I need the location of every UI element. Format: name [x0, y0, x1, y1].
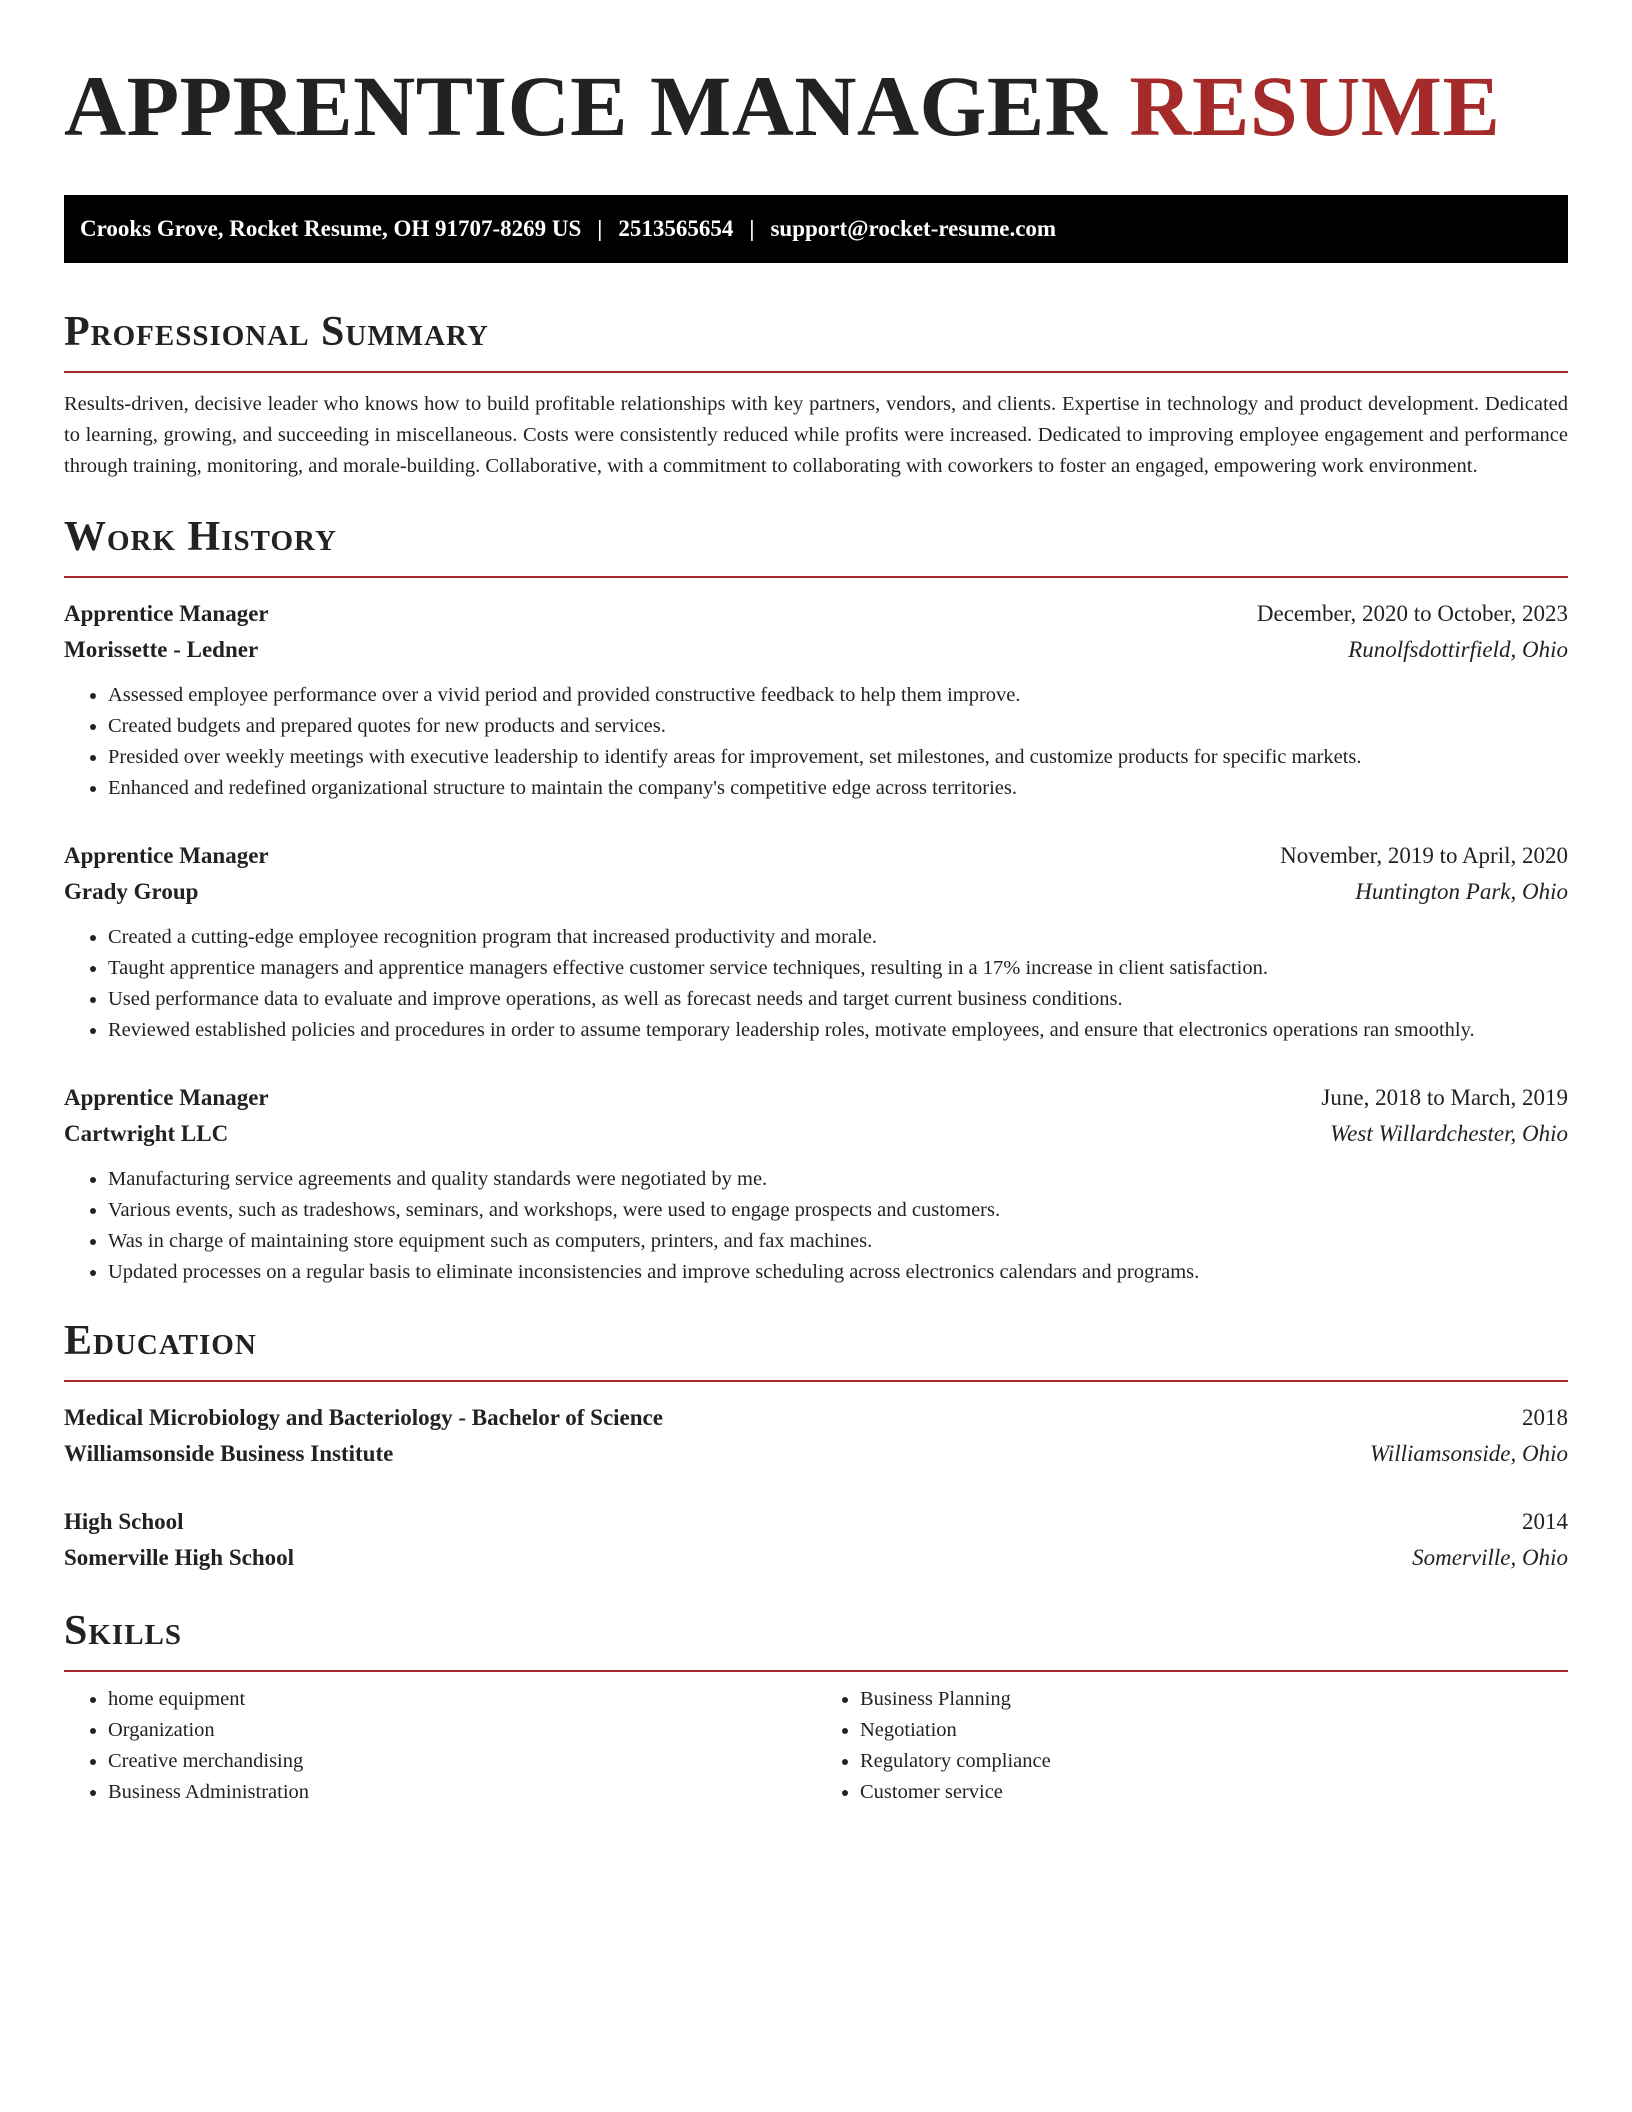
education-school: Somerville High School: [64, 1545, 294, 1570]
job-bullet: • Created a cutting-edge employee recognition program that increased productivity and morale.: [108, 922, 1568, 953]
title-accent: RESUME: [1129, 58, 1501, 154]
education-school: Williamsonside Business Institute: [64, 1441, 394, 1466]
contact-email: support@rocket-resume.com: [770, 216, 1057, 241]
work-history-section: [64, 512, 1568, 1288]
skill-item: • Negotiation: [860, 1715, 1568, 1746]
summary-section: [64, 307, 1568, 482]
job-bullets: [64, 922, 1568, 1046]
education-year: 2018: [1522, 1405, 1568, 1430]
job-company: Grady Group: [64, 879, 199, 904]
contact-phone: 2513565654: [618, 216, 734, 241]
job-bullet: • Assessed employee performance over a vivid period and provided constructive feedback to help them improve.: [108, 680, 1568, 711]
job-location: West Willardchester, Ohio: [1330, 1121, 1568, 1146]
education-entry: [64, 1400, 1568, 1472]
title-main: APPRENTICE MANAGER: [64, 58, 1108, 154]
job-title: Apprentice Manager: [64, 843, 269, 868]
job-dates: June, 2018 to March, 2019: [1321, 1085, 1568, 1110]
education-year: 2014: [1522, 1509, 1568, 1534]
education-degree: High School: [64, 1509, 184, 1534]
job-entry: [64, 596, 1568, 804]
job-bullet: • Updated processes on a regular basis to eliminate inconsistencies and improve scheduling across electronics calendars and programs.: [108, 1257, 1568, 1288]
job-title: Apprentice Manager: [64, 1085, 269, 1110]
job-company: Cartwright LLC: [64, 1121, 229, 1146]
education-location: Somerville, Ohio: [1412, 1545, 1568, 1570]
education-location: Williamsonside, Ohio: [1369, 1441, 1568, 1466]
skills-list-left: [64, 1684, 816, 1808]
skills-section: [64, 1606, 1568, 1808]
job-bullet: • Used performance data to evaluate and improve operations, as well as forecast needs and target current business conditions.: [108, 984, 1568, 1015]
education-section: [64, 1316, 1568, 1576]
section-heading-work-history: Work History: [64, 512, 1568, 578]
job-title: Apprentice Manager: [64, 601, 269, 626]
contact-bar: [64, 195, 1568, 263]
job-dates: December, 2020 to October, 2023: [1256, 601, 1568, 626]
skill-item: • Business Administration: [108, 1777, 816, 1808]
job-bullets: [64, 1164, 1568, 1288]
summary-text: Results-driven, decisive leader who knows how to build profitable relationships with key partners, vendors, and clients. Expertise in technology and product development. Dedicated to learning, growing, and succeeding in miscellaneous. Costs were consistently reduced while profits were increased. Dedicated to improving employee engagement and performance through training, monitoring, and morale-building. Collaborative, with a commitment to collaborating with coworkers to foster an engaged, empowering work environment.: [64, 393, 1568, 477]
job-bullet: • Was in charge of maintaining store equipment such as computers, printers, and fax machines.: [108, 1226, 1568, 1257]
job-company: Morissette - Ledner: [64, 637, 259, 662]
job-entry: [64, 838, 1568, 1046]
job-bullet: • Presided over weekly meetings with executive leadership to identify areas for improvement, set milestones, and customize products for specific markets.: [108, 742, 1568, 773]
job-entry: [64, 1080, 1568, 1288]
job-bullet: • Taught apprentice managers and apprentice managers effective customer service techniques, resulting in a 17% increase in client satisfaction.: [108, 953, 1568, 984]
job-location: Runolfsdottirfield, Ohio: [1348, 637, 1568, 662]
job-bullet: • Reviewed established policies and procedures in order to assume temporary leadership roles, motivate employees, and ensure that electronics operations ran smoothly.: [108, 1015, 1568, 1046]
contact-separator: |: [597, 216, 603, 241]
skill-item: • Organization: [108, 1715, 816, 1746]
job-location: Huntington Park, Ohio: [1355, 879, 1568, 904]
job-bullets: [64, 680, 1568, 804]
job-bullet: • Various events, such as tradeshows, seminars, and workshops, were used to engage prospects and customers.: [108, 1195, 1568, 1226]
section-heading-skills: Skills: [64, 1606, 1568, 1672]
skill-item: • home equipment: [108, 1684, 816, 1715]
section-heading-education: Education: [64, 1316, 1568, 1382]
skills-list-right: [816, 1684, 1568, 1808]
education-entry: [64, 1504, 1568, 1576]
skills-columns: [64, 1684, 1568, 1808]
skill-item: • Customer service: [860, 1777, 1568, 1808]
section-heading-summary: Professional Summary: [64, 307, 1568, 373]
job-bullet: • Manufacturing service agreements and quality standards were negotiated by me.: [108, 1164, 1568, 1195]
job-bullet: • Enhanced and redefined organizational structure to maintain the company's competitive edge across territories.: [108, 773, 1568, 804]
education-degree: Medical Microbiology and Bacteriology - Bachelor of Science: [64, 1405, 663, 1430]
job-bullet: • Created budgets and prepared quotes for new products and services.: [108, 711, 1568, 742]
skill-item: • Business Planning: [860, 1684, 1568, 1715]
skill-item: • Creative merchandising: [108, 1746, 816, 1777]
skill-item: • Regulatory compliance: [860, 1746, 1568, 1777]
contact-separator: |: [749, 216, 755, 241]
contact-address: Crooks Grove, Rocket Resume, OH 91707-8269 US: [80, 216, 582, 241]
job-dates: November, 2019 to April, 2020: [1280, 843, 1568, 868]
resume-title: [64, 56, 1568, 156]
